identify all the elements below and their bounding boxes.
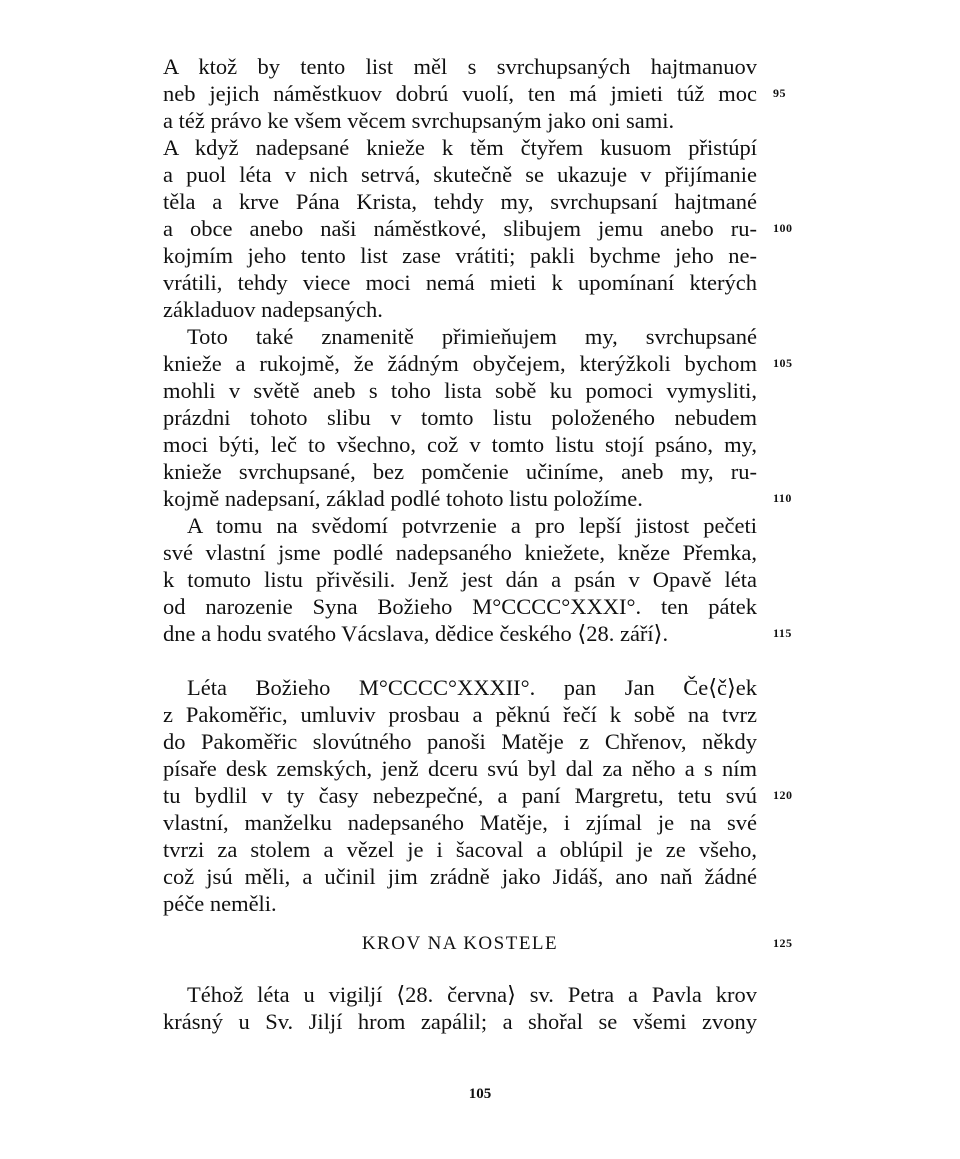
- text-line: což jsú měli, a učinil jim zrádně jako Jidáš, ano naň žádné: [163, 864, 757, 889]
- text-line: mohli v světě aneb s toho lista sobě ku pomoci vymysliti,: [163, 378, 757, 403]
- text-line: knieže svrchupsané, bez pomčenie učiníme, aneb my, ru-: [163, 459, 757, 484]
- text-line: a též právo ke všem věcem svrchupsaným jako oni sami.: [163, 108, 675, 133]
- text-line: těla a krve Pána Krista, tehdy my, svrchupsaní hajtmané: [163, 189, 757, 214]
- page-number: 105: [468, 1086, 492, 1102]
- text-line: Léta Božieho M°CCCC°XXXII°. pan Jan Če⟨č⟩ek: [187, 675, 757, 700]
- text-line: A ktož by tento list měl s svrchupsaných hajtmanuov: [163, 54, 757, 79]
- text-line: do Pakoměřic slovútného panoši Matěje z Chřenov, někdy: [163, 729, 757, 754]
- text-line: a puol léta v nich setrvá, skutečně se ukazuje v přijímanie: [163, 162, 757, 187]
- text-line: k tomuto listu přivěsili. Jenž jest dán a psán v Opavě léta: [163, 567, 757, 592]
- line-number: 115: [773, 626, 792, 640]
- text-line: od narozenie Syna Božieho M°CCCC°XXXI°. ten pátek: [163, 594, 757, 619]
- text-line: písaře desk zemských, jenž dceru svú byl dal za něho a s ním: [163, 756, 757, 781]
- text-line: z Pakoměřic, umluviv prosbau a pěknú řečí k sobě na tvrz: [163, 702, 757, 727]
- line-number: 95: [773, 86, 786, 100]
- text-line: základuov nadepsaných.: [163, 297, 383, 322]
- section-heading: KROV NA KOSTELE: [361, 933, 559, 954]
- text-line: tu bydlil v ty časy nebezpečné, a paní Margretu, tetu svú: [163, 783, 757, 808]
- text-line: A když nadepsané knieže k těm čtyřem kusuom přistúpí: [163, 135, 757, 160]
- text-line: péče neměli.: [163, 891, 277, 916]
- text-line: Téhož léta u vigiljí ⟨28. června⟩ sv. Petra a Pavla krov: [187, 982, 757, 1007]
- line-number: 100: [773, 221, 793, 235]
- line-number: 105: [773, 356, 793, 370]
- text-line: Toto také znamenitě přimieňujem my, svrchupsané: [187, 324, 757, 349]
- text-line: své vlastní jsme podlé nadepsaného kniežete, kněze Přemka,: [163, 540, 757, 565]
- text-line: dne a hodu svatého Vácslava, dědice českého ⟨28. září⟩.: [163, 621, 669, 646]
- text-line: prázdni tohoto slibu v tomto listu položeného nebudem: [163, 405, 757, 430]
- text-line: tvrzi za stolem a vězel je i šacoval a oblúpil je ze všeho,: [163, 837, 757, 862]
- text-line: knieže a rukojmě, že žádným obyčejem, kterýžkoli bychom: [163, 351, 757, 376]
- text-line: vlastní, manželku nadepsaného Matěje, i zjímal je na své: [163, 810, 757, 835]
- line-number: 120: [773, 788, 793, 802]
- line-number: 110: [773, 491, 792, 505]
- text-line: vrátili, tehdy viece moci nemá mieti k upomínaní kterých: [163, 270, 757, 295]
- text-line: kojmím jeho tento list zase vrátiti; pakli bychme jeho ne-: [163, 243, 757, 268]
- text-line: kojmě nadepsaní, základ podlé tohoto listu položíme.: [163, 486, 643, 511]
- text-line: A tomu na svědomí potvrzenie a pro lepší jistost pečeti: [187, 513, 757, 538]
- text-line: a obce anebo naši náměstkové, slibujem jemu anebo ru-: [163, 216, 757, 241]
- text-line: moci býti, leč to všechno, což v tomto listu stojí psáno, my,: [163, 432, 757, 457]
- line-number: 125: [773, 936, 793, 950]
- text-line: krásný u Sv. Jiljí hrom zapálil; a shořal se všemi zvony: [163, 1009, 757, 1034]
- text-line: neb jejich náměstkuov dobrú vuolí, ten má jmieti túž moc: [163, 81, 757, 106]
